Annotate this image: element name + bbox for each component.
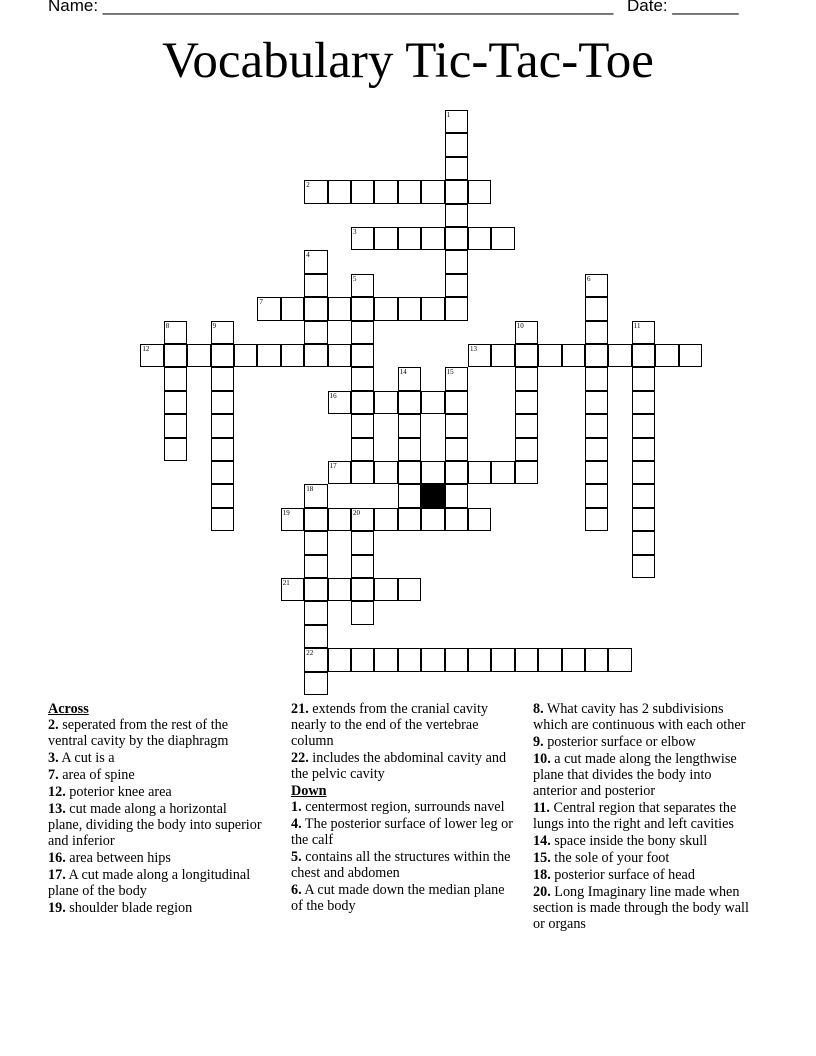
crossword-cell[interactable] xyxy=(374,391,397,414)
crossword-cell[interactable] xyxy=(164,321,187,344)
crossword-cell[interactable] xyxy=(304,250,327,273)
clue-text: shoulder blade region xyxy=(65,900,193,916)
clue-number: 17 xyxy=(329,462,337,470)
crossword-cell[interactable] xyxy=(328,297,351,320)
crossword-cell[interactable] xyxy=(304,344,327,367)
crossword-cell[interactable] xyxy=(398,484,421,507)
clue-number: 3 xyxy=(353,228,357,236)
crossword-cell[interactable] xyxy=(632,321,655,344)
clue-text: seperated from the rest of the ventral cavity by the diaphragm xyxy=(48,717,229,749)
crossword-cell[interactable] xyxy=(515,391,538,414)
crossword-cell[interactable] xyxy=(304,180,327,203)
crossword-cell[interactable] xyxy=(304,672,327,695)
clue-number: 22. xyxy=(291,750,309,766)
crossword-cell[interactable] xyxy=(304,484,327,507)
crossword-cell[interactable] xyxy=(468,648,491,671)
page-title: Vocabulary Tic-Tac-Toe xyxy=(162,33,654,89)
crossword-cell[interactable] xyxy=(374,648,397,671)
clue-number: 19 xyxy=(282,508,290,517)
crossword-cell[interactable] xyxy=(328,344,351,367)
clue-number: 19. xyxy=(48,900,66,916)
crossword-cell[interactable] xyxy=(374,297,397,320)
crossword-cell[interactable] xyxy=(351,648,374,671)
crossword-cell[interactable] xyxy=(351,297,374,320)
clue-text: Central region that separates the lungs into the right and left cavities xyxy=(533,800,737,832)
crossword-cell[interactable] xyxy=(445,297,468,320)
clue-item xyxy=(533,884,753,932)
crossword-cell[interactable] xyxy=(328,461,351,484)
clue-number: 2 xyxy=(306,181,310,190)
crossword-cell[interactable] xyxy=(398,508,421,531)
clue-item xyxy=(48,900,263,916)
crossword-cell[interactable] xyxy=(468,227,491,250)
name-label: Name: xyxy=(48,0,103,15)
crossword-cell[interactable] xyxy=(515,648,538,671)
crossword-cell[interactable] xyxy=(562,344,585,367)
clue-number: 9. xyxy=(533,734,544,750)
crossword-cell[interactable] xyxy=(515,344,538,367)
crossword-cell[interactable] xyxy=(398,578,421,601)
clue-number: 18. xyxy=(533,867,551,883)
crossword-cell[interactable] xyxy=(445,250,468,273)
crossword-cell[interactable] xyxy=(445,414,468,437)
crossword-cell[interactable] xyxy=(445,648,468,671)
clue-item xyxy=(48,867,263,899)
clue-number: 7 xyxy=(259,298,263,307)
crossword-cell[interactable] xyxy=(515,461,538,484)
crossword-cell[interactable] xyxy=(398,414,421,437)
clue-number: 18 xyxy=(306,485,314,494)
crossword-cell[interactable] xyxy=(211,414,234,437)
clue-number: 13. xyxy=(48,801,66,817)
crossword-cell[interactable] xyxy=(257,297,280,320)
crossword-cell[interactable] xyxy=(304,648,327,671)
crossword-cell[interactable] xyxy=(164,344,187,367)
clue-number: 11. xyxy=(533,800,550,816)
crossword-cell[interactable] xyxy=(398,297,421,320)
clue-item xyxy=(533,751,753,799)
crossword-cell[interactable] xyxy=(211,484,234,507)
crossword-cell[interactable] xyxy=(421,648,444,671)
clue-number: 15 xyxy=(446,368,454,377)
clue-number: 2. xyxy=(48,717,59,733)
clue-item xyxy=(291,816,516,848)
crossword-cell[interactable] xyxy=(351,438,374,461)
crossword-cell[interactable] xyxy=(164,438,187,461)
clue-number: 10. xyxy=(533,751,551,767)
crossword-cell[interactable] xyxy=(445,133,468,156)
clue-item xyxy=(48,750,263,766)
crossword-cell[interactable] xyxy=(304,555,327,578)
date-label: Date: xyxy=(627,0,673,15)
crossword-cell[interactable] xyxy=(632,344,655,367)
clue-number: 12 xyxy=(142,345,150,353)
crossword-cell[interactable] xyxy=(491,344,514,367)
crossword-cell[interactable] xyxy=(445,157,468,180)
clue-number: 8. xyxy=(533,701,544,717)
crossword-cell[interactable] xyxy=(445,367,468,390)
crossword-cell[interactable] xyxy=(164,391,187,414)
crossword-cell[interactable] xyxy=(351,274,374,297)
crossword-cell[interactable] xyxy=(374,578,397,601)
crossword-cell[interactable] xyxy=(585,367,608,390)
clue-text: a cut made along the lengthwise plane that divides the body into anterior and posterior xyxy=(533,751,737,799)
crossword-cell[interactable] xyxy=(211,321,234,344)
crossword-cell[interactable] xyxy=(398,391,421,414)
clue-text: A cut is a xyxy=(58,750,115,766)
clue-number: 8 xyxy=(165,321,170,330)
crossword-cell[interactable] xyxy=(351,367,374,390)
clue-text: Long Imaginary line made when section is made through the body wall or organs xyxy=(533,884,749,932)
crossword-cell[interactable] xyxy=(515,414,538,437)
crossword-cell[interactable] xyxy=(445,484,468,507)
clue-text: area of spine xyxy=(58,767,135,783)
crossword-cell[interactable] xyxy=(468,461,491,484)
crossword-cell[interactable] xyxy=(421,297,444,320)
crossword-cell[interactable] xyxy=(398,438,421,461)
crossword-cell[interactable] xyxy=(281,578,304,601)
clue-item xyxy=(533,734,753,750)
crossword-cell[interactable] xyxy=(445,461,468,484)
crossword-cell[interactable] xyxy=(328,578,351,601)
clue-item xyxy=(533,867,753,883)
crossword-cell[interactable] xyxy=(234,344,257,367)
clue-text: extends from the cranial cavity nearly to the end of the vertebrae column xyxy=(291,701,488,749)
crossword-cell[interactable] xyxy=(421,227,444,250)
clue-item xyxy=(48,784,263,800)
crossword-cell[interactable] xyxy=(445,391,468,414)
clue-number: 6. xyxy=(291,882,302,898)
crossword-cell[interactable] xyxy=(328,391,351,414)
crossword-cell[interactable] xyxy=(585,321,608,344)
crossword-cell[interactable] xyxy=(351,414,374,437)
crossword-cell[interactable] xyxy=(304,321,327,344)
clue-text: A cut made along a longitudinal plane of the body xyxy=(48,867,251,899)
crossword-cell[interactable] xyxy=(468,344,491,367)
black-cell xyxy=(421,484,444,507)
down-heading: Down xyxy=(291,783,327,799)
clue-text: cut made along a horizontal plane, dividing the body into superior and inferior xyxy=(48,801,262,849)
clue-number: 4. xyxy=(291,816,302,832)
crossword-cell[interactable] xyxy=(187,344,210,367)
crossword-cell[interactable] xyxy=(211,391,234,414)
clue-number: 1 xyxy=(446,111,451,119)
crossword-cell[interactable] xyxy=(632,484,655,507)
clue-item xyxy=(533,833,753,849)
clue-text: posterior surface of head xyxy=(550,867,695,883)
crossword-cell[interactable] xyxy=(351,344,374,367)
clue-text: space inside the bony skull xyxy=(550,833,708,849)
crossword-cell[interactable] xyxy=(632,555,655,578)
crossword-cell[interactable] xyxy=(304,274,327,297)
crossword-cell[interactable] xyxy=(351,321,374,344)
crossword-cell[interactable] xyxy=(562,648,585,671)
clue-text: area between hips xyxy=(65,850,171,866)
clue-item xyxy=(533,701,753,733)
clue-number: 5. xyxy=(291,849,302,865)
clue-number: 16 xyxy=(329,391,337,400)
crossword-cell[interactable] xyxy=(491,227,514,250)
date-blank[interactable]: _______ xyxy=(672,0,739,15)
crossword-cell[interactable] xyxy=(257,344,280,367)
crossword-cell[interactable] xyxy=(632,391,655,414)
clue-number: 20 xyxy=(353,508,360,517)
clue-text: poterior knee area xyxy=(65,784,172,800)
crossword-cell[interactable] xyxy=(515,367,538,390)
crossword-cell[interactable] xyxy=(421,461,444,484)
crossword-cell[interactable] xyxy=(374,508,397,531)
crossword-cell[interactable] xyxy=(164,367,187,390)
crossword-cell[interactable] xyxy=(445,204,468,227)
clue-item xyxy=(291,701,516,749)
clues-column-2 xyxy=(291,701,516,915)
clue-text: the sole of your foot xyxy=(550,850,670,866)
crossword-cell[interactable] xyxy=(538,648,561,671)
crossword-cell[interactable] xyxy=(351,555,374,578)
clue-number: 15. xyxy=(533,850,551,866)
crossword-cell[interactable] xyxy=(468,508,491,531)
crossword-cell[interactable] xyxy=(421,180,444,203)
clue-item xyxy=(291,882,516,914)
crossword-cell[interactable] xyxy=(351,578,374,601)
crossword-cell[interactable] xyxy=(585,461,608,484)
crossword-cell[interactable] xyxy=(304,297,327,320)
crossword-cell[interactable] xyxy=(632,438,655,461)
crossword-cell[interactable] xyxy=(351,227,374,250)
clue-item xyxy=(291,799,516,815)
crossword-cell[interactable] xyxy=(421,391,444,414)
crossword-cell[interactable] xyxy=(374,461,397,484)
clue-number: 22 xyxy=(306,649,314,658)
crossword-cell[interactable] xyxy=(632,367,655,390)
crossword-cell[interactable] xyxy=(632,414,655,437)
crossword-cell[interactable] xyxy=(632,508,655,531)
crossword-cell[interactable] xyxy=(351,180,374,203)
clue-number: 4 xyxy=(306,251,310,260)
crossword-cell[interactable] xyxy=(515,438,538,461)
clue-item xyxy=(48,801,263,849)
clue-number: 1. xyxy=(291,799,302,815)
clue-number: 9 xyxy=(212,321,217,330)
crossword-cell[interactable] xyxy=(304,625,327,648)
clue-number: 16. xyxy=(48,850,66,866)
crossword-cell[interactable] xyxy=(211,461,234,484)
clue-number: 3. xyxy=(48,750,59,766)
clue-number: 21 xyxy=(282,579,290,587)
crossword-cell[interactable] xyxy=(585,648,608,671)
crossword-cell[interactable] xyxy=(655,344,678,367)
crossword-cell[interactable] xyxy=(491,461,514,484)
crossword-cell[interactable] xyxy=(445,438,468,461)
clue-text: contains all the structures within the chest and abdomen xyxy=(291,849,511,881)
crossword-cell[interactable] xyxy=(351,601,374,624)
clue-number: 17. xyxy=(48,867,66,883)
crossword-cell[interactable] xyxy=(445,508,468,531)
clue-number: 14 xyxy=(399,368,407,377)
clue-text: The posterior surface of lower leg or the calf xyxy=(291,816,513,848)
crossword-cell[interactable] xyxy=(421,508,444,531)
crossword-cell[interactable] xyxy=(304,601,327,624)
crossword-cell[interactable] xyxy=(608,648,631,671)
crossword-cell[interactable] xyxy=(398,367,421,390)
clue-text: What cavity has 2 subdivisions which are continuous with each other xyxy=(533,701,746,733)
crossword-cell[interactable] xyxy=(398,648,421,671)
crossword-cell[interactable] xyxy=(445,180,468,203)
crossword-cell[interactable] xyxy=(585,438,608,461)
clue-text: A cut made down the median plane of the body xyxy=(291,882,505,914)
crossword-cell[interactable] xyxy=(608,344,631,367)
crossword-cell[interactable] xyxy=(585,297,608,320)
crossword-cell[interactable] xyxy=(281,508,304,531)
crossword-cell[interactable] xyxy=(211,344,234,367)
crossword-cell[interactable] xyxy=(328,180,351,203)
crossword-cell[interactable] xyxy=(491,648,514,671)
clue-item xyxy=(48,767,263,783)
clue-number: 6 xyxy=(587,274,591,283)
clue-item xyxy=(533,800,753,832)
clue-number: 20. xyxy=(533,884,551,900)
crossword-cell[interactable] xyxy=(351,531,374,554)
crossword-cell[interactable] xyxy=(374,180,397,203)
crossword-cell[interactable] xyxy=(398,227,421,250)
clues-column-3 xyxy=(533,701,753,933)
crossword-cell[interactable] xyxy=(632,531,655,554)
clue-number: 10 xyxy=(516,321,524,330)
crossword-cell[interactable] xyxy=(328,648,351,671)
name-blank[interactable]: ______________________________________________________ xyxy=(102,0,614,15)
crossword-cell[interactable] xyxy=(445,110,468,133)
clue-number: 11 xyxy=(633,321,641,330)
crossword-cell[interactable] xyxy=(351,391,374,414)
clue-item xyxy=(48,717,263,749)
crossword-cell[interactable] xyxy=(585,391,608,414)
crossword-cell[interactable] xyxy=(351,461,374,484)
clues-column-1 xyxy=(48,701,263,917)
crossword-cell[interactable] xyxy=(585,414,608,437)
clue-number: 12. xyxy=(48,784,66,800)
crossword-cell[interactable] xyxy=(140,344,163,367)
crossword-cell[interactable] xyxy=(211,508,234,531)
crossword-cell[interactable] xyxy=(211,438,234,461)
crossword-cell[interactable] xyxy=(328,508,351,531)
crossword-cell[interactable] xyxy=(515,321,538,344)
crossword-cell[interactable] xyxy=(585,274,608,297)
crossword-cell[interactable] xyxy=(398,461,421,484)
crossword-cell[interactable] xyxy=(351,508,374,531)
crossword-cell[interactable] xyxy=(304,531,327,554)
crossword-cell[interactable] xyxy=(679,344,702,367)
clue-text: posterior surface or elbow xyxy=(543,734,696,750)
clue-number: 14. xyxy=(533,833,551,849)
crossword-cell[interactable] xyxy=(585,344,608,367)
crossword-cell[interactable] xyxy=(304,578,327,601)
clue-text: centermost region, surrounds navel xyxy=(301,799,505,815)
clue-text: includes the abdominal cavity and the pelvic cavity xyxy=(291,750,507,782)
crossword-cell[interactable] xyxy=(304,508,327,531)
clue-number: 21. xyxy=(291,701,309,717)
crossword-cell[interactable] xyxy=(585,508,608,531)
crossword-cell[interactable] xyxy=(211,367,234,390)
clue-item xyxy=(291,849,516,881)
clue-item xyxy=(48,850,263,866)
crossword-cell[interactable] xyxy=(468,180,491,203)
crossword-cell[interactable] xyxy=(585,484,608,507)
crossword-cell[interactable] xyxy=(398,180,421,203)
crossword-cell[interactable] xyxy=(281,344,304,367)
clue-number: 7. xyxy=(48,767,59,783)
crossword-cell[interactable] xyxy=(281,297,304,320)
crossword-cell[interactable] xyxy=(445,227,468,250)
crossword-cell[interactable] xyxy=(538,344,561,367)
clue-item xyxy=(533,850,753,866)
crossword-cell[interactable] xyxy=(445,274,468,297)
crossword-cell[interactable] xyxy=(164,414,187,437)
clue-number: 5 xyxy=(353,274,357,283)
clue-item xyxy=(291,750,516,782)
crossword-cell[interactable] xyxy=(374,227,397,250)
crossword-cell[interactable] xyxy=(632,461,655,484)
clue-number: 13 xyxy=(470,345,477,353)
across-heading: Across xyxy=(48,701,89,717)
